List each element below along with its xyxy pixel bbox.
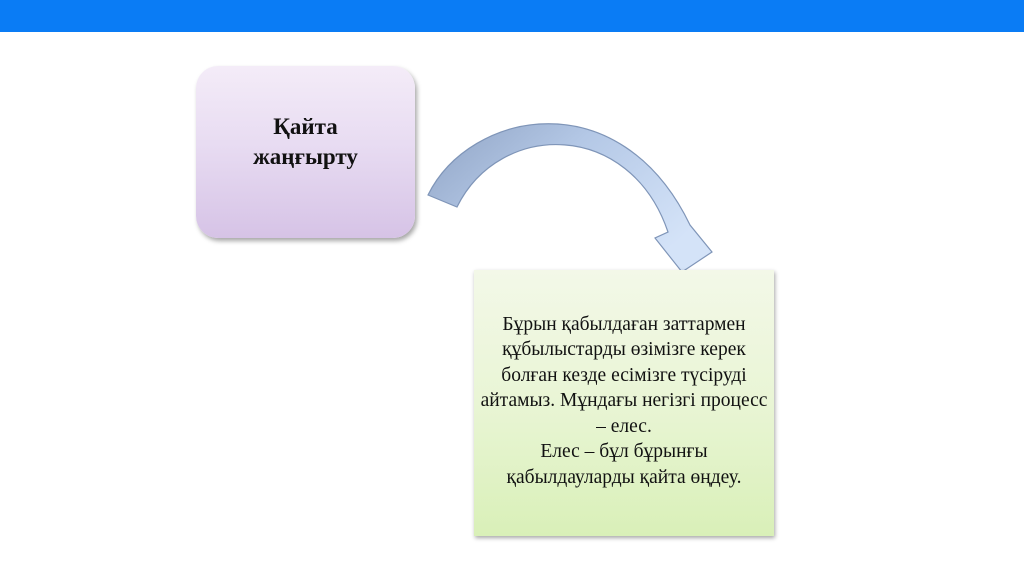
title-box-text: Қайта жаңғырту bbox=[253, 114, 358, 169]
description-definition: Елес – бұл бұрынғы қабылдауларды қайта өңдеу. bbox=[506, 441, 742, 488]
title-box bbox=[196, 66, 415, 238]
description-text bbox=[479, 312, 769, 491]
arrow-shape bbox=[428, 124, 712, 272]
description-box bbox=[474, 270, 774, 536]
description-paragraph: Бұрын қабылдаған заттармен құбылыстарды өзімізге керек болған кезде есімізге түсіруді айтамыз. Мұндағы негізгі процесс – елес. bbox=[480, 313, 768, 437]
